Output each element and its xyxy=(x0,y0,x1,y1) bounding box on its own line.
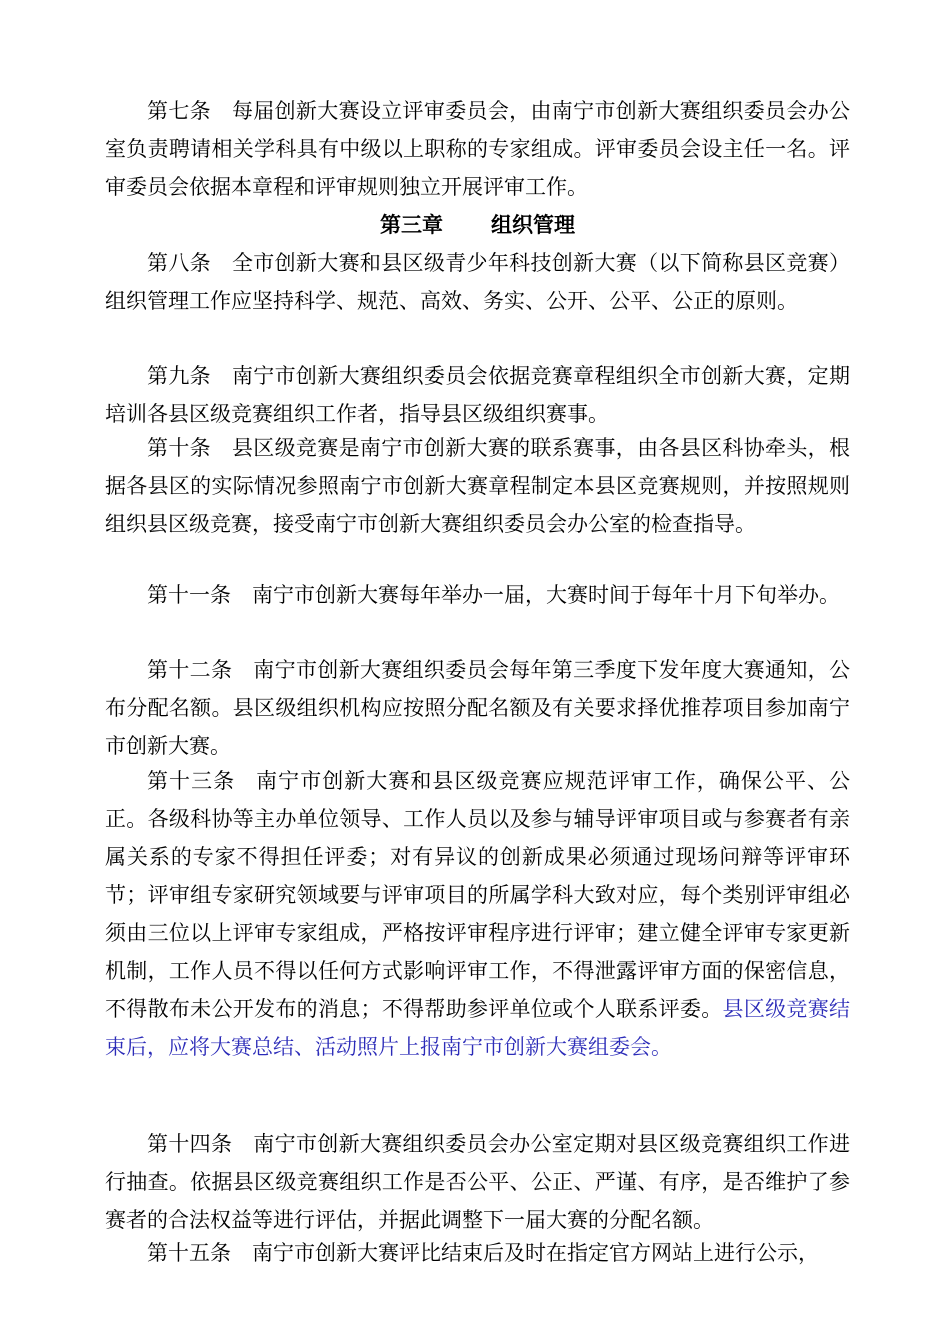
highlighted-text: 县区级竞赛结束后，应将大赛总结、活动照片上报南宁市创新大赛组委会。 xyxy=(105,997,851,1059)
article-number: 第十五条 xyxy=(147,1241,231,1265)
chapter-number: 第三章 xyxy=(380,212,443,237)
article-text: 每届创新大赛设立评审委员会，由南宁市创新大赛组织委员会办公室负责聘请相关学科具有中级以上职称的专家组成。评审委员会设主任一名。评审委员会依据本章程和评审规则独立开展评审工作。 xyxy=(105,99,850,199)
article-text: 南宁市创新大赛组织委员会每年第三季度下发年度大赛通知，公布分配名额。县区级组织机构应按照分配名额及有关要求择优推荐项目参加南宁市创新大赛。 xyxy=(105,658,851,758)
article-9 xyxy=(105,357,850,433)
chapter-title: 组织管理 xyxy=(491,212,575,237)
article-number: 第七条 xyxy=(147,99,211,123)
article-number: 第九条 xyxy=(147,364,211,388)
article-text: 南宁市创新大赛组织委员会办公室定期对县区级竞赛组织工作进行抽查。依据县区级竞赛组织工作是否公平、公正、严谨、有序，是否维护了参赛者的合法权益等进行评估，并据此调整下一届大赛的分配名额。 xyxy=(105,1132,851,1232)
article-12 xyxy=(105,651,850,765)
article-text: 全市创新大赛和县区级青少年科技创新大赛（以下简称县区竞赛）组织管理工作应坚持科学、规范、高效、务实、公开、公平、公正的原则。 xyxy=(105,251,850,313)
article-11 xyxy=(105,576,850,614)
article-number: 第十三条 xyxy=(147,769,236,793)
article-8 xyxy=(105,244,850,320)
article-number: 第十一条 xyxy=(147,583,231,607)
article-number: 第十二条 xyxy=(147,658,233,682)
article-13 xyxy=(105,762,850,1066)
article-15 xyxy=(105,1234,850,1272)
article-text: 南宁市创新大赛组织委员会依据竞赛章程组织全市创新大赛，定期培训各县区级竞赛组织工作者，指导县区级组织赛事。 xyxy=(105,364,850,426)
article-14 xyxy=(105,1125,850,1239)
article-text: 县区级竞赛是南宁市创新大赛的联系赛事，由各县区科协牵头，根据各县区的实际情况参照南宁市创新大赛章程制定本县区竞赛规则，并按照规则组织县区级竞赛，接受南宁市创新大赛组织委员会办公室的检查指导。 xyxy=(105,436,850,536)
article-text: 南宁市创新大赛评比结束后及时在指定官方网站上进行公示， xyxy=(252,1241,819,1265)
article-number: 第十条 xyxy=(147,436,211,460)
article-10 xyxy=(105,429,850,543)
article-number: 第十四条 xyxy=(147,1132,233,1156)
article-7 xyxy=(105,92,850,206)
chapter-heading xyxy=(105,206,850,244)
article-number: 第八条 xyxy=(147,251,211,275)
article-text: 南宁市创新大赛每年举办一届，大赛时间于每年十月下旬举办。 xyxy=(252,583,840,607)
article-text: 南宁市创新大赛和县区级竞赛应规范评审工作，确保公平、公正。各级科协等主办单位领导、工作人员以及参与辅导评审项目或与参赛者有亲属关系的专家不得担任评委；对有异议的创新成果必须通过现场问辩等评审环节；评审组专家研究领域要与评审项目的所属学科大致对应，每个类别评审组必须由三位以上评审专家组成，严格按评审程序进行评审；建立健全评审专家更新机制，工作人员不得以任何方式影响评审工作，不得泄露评审方面的保密信息，不得散布未公开发布的消息；不得帮助参评单位或个人联系评委。 xyxy=(105,769,851,1021)
